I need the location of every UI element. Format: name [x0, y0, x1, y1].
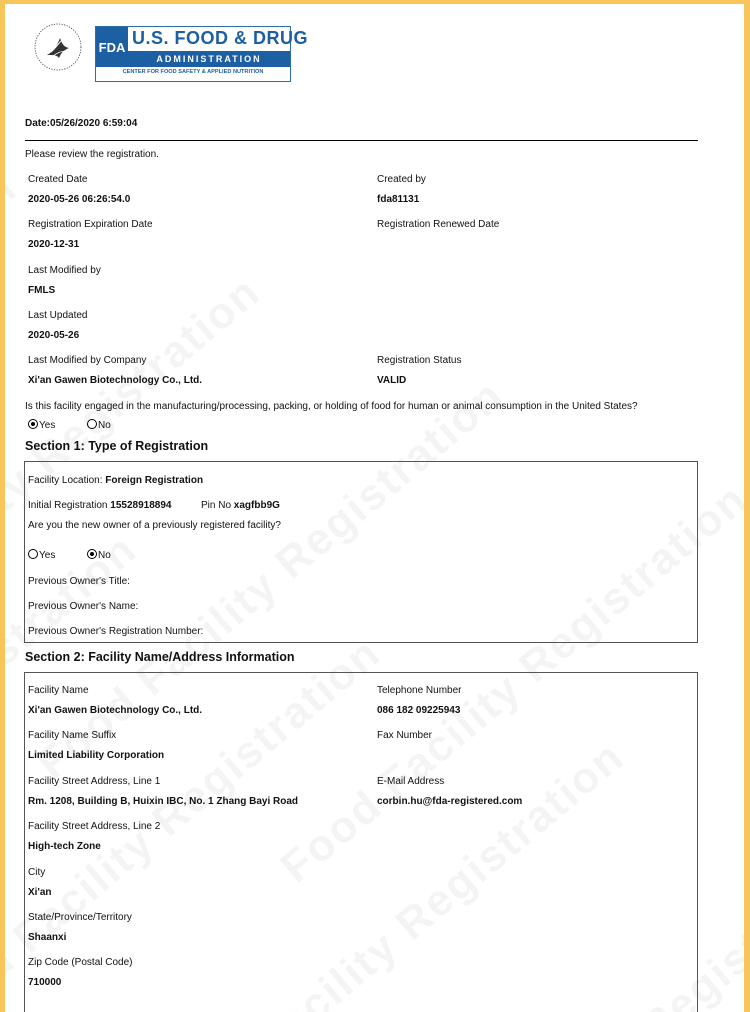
facility-location: Facility Location: Foreign Registration [28, 475, 204, 486]
created-date-value: 2020-05-26 06:26:54.0 [28, 194, 131, 205]
status-label: Registration Status [377, 355, 462, 366]
radio-empty-icon[interactable] [28, 549, 38, 559]
zip-label: Zip Code (Postal Code) [28, 957, 133, 968]
zip-value: 710000 [28, 977, 62, 988]
street1-label: Facility Street Address, Line 1 [28, 776, 161, 787]
last-updated-label: Last Updated [28, 310, 88, 321]
created-by-label: Created by [377, 174, 426, 185]
section1-box [24, 461, 698, 643]
suffix-label: Facility Name Suffix [28, 730, 117, 741]
facility-name-label: Facility Name [28, 685, 89, 696]
new-owner-yes[interactable]: Yes [28, 549, 55, 561]
last-modified-by-label: Last Modified by [28, 265, 101, 276]
fda-wordmark [95, 26, 309, 82]
state-value: Shaanxi [28, 932, 67, 943]
email-label: E-Mail Address [377, 776, 445, 787]
prev-owner-registration: Previous Owner's Registration Number: [28, 626, 204, 637]
modified-company-value: Xi'an Gawen Biotechnology Co., Ltd. [28, 375, 203, 386]
section2-title: Section 2: Facility Name/Address Information [25, 650, 295, 664]
food-question-no[interactable]: No [87, 419, 111, 431]
agency-name: U.S. FOOD & DRUG [132, 28, 309, 48]
created-date-label: Created Date [28, 174, 88, 185]
agency-sub: ADMINISTRATION [128, 51, 290, 67]
radio-selected-icon[interactable] [28, 419, 38, 429]
food-question: Is this facility engaged in the manufacturing/processing, packing, or holding of food for human or animal consumption in the United States? [25, 401, 638, 412]
street2-value: High-tech Zone [28, 841, 101, 852]
state-label: State/Province/Territory [28, 912, 132, 923]
hhs-seal-icon [33, 22, 83, 72]
prev-owner-title: Previous Owner's Title: [28, 576, 130, 587]
city-value: Xi'an [28, 887, 52, 898]
document-page [5, 4, 744, 1012]
section1-title: Section 1: Type of Registration [25, 439, 209, 453]
pin-no: Pin No xagfbb9G [201, 500, 280, 511]
street1-value: Rm. 1208, Building B, Huixin IBC, No. 1 Zhang Bayi Road [28, 796, 299, 807]
status-value: VALID [377, 375, 407, 386]
telephone-value: 086 182 09225943 [377, 705, 461, 716]
fda-badge: FDA [96, 27, 128, 67]
fax-label: Fax Number [377, 730, 433, 741]
initial-registration: Initial Registration 15528918894 [28, 500, 172, 511]
intro-text: Please review the registration. [25, 149, 159, 160]
created-by-value: fda81131 [377, 194, 420, 205]
expiration-label: Registration Expiration Date [28, 219, 153, 230]
facility-name-value: Xi'an Gawen Biotechnology Co., Ltd. [28, 705, 203, 716]
new-owner-question: Are you the new owner of a previously registered facility? [28, 520, 281, 531]
last-modified-by-value: FMLS [28, 285, 56, 296]
agency-center: CENTER FOR FOOD SAFETY & APPLIED NUTRITION [122, 69, 264, 75]
new-owner-no[interactable]: No [87, 549, 111, 561]
street2-label: Facility Street Address, Line 2 [28, 821, 161, 832]
header-divider [25, 140, 698, 141]
last-updated-value: 2020-05-26 [28, 330, 80, 341]
city-label: City [28, 867, 46, 878]
expiration-value: 2020-12-31 [28, 239, 80, 250]
telephone-label: Telephone Number [377, 685, 462, 696]
email-value: corbin.hu@fda-registered.com [377, 796, 523, 807]
report-date: Date:05/26/2020 6:59:04 [25, 118, 138, 129]
prev-owner-name: Previous Owner's Name: [28, 601, 139, 612]
modified-company-label: Last Modified by Company [28, 355, 147, 366]
radio-selected-icon[interactable] [87, 549, 97, 559]
radio-empty-icon[interactable] [87, 419, 97, 429]
renewed-label: Registration Renewed Date [377, 219, 500, 230]
food-question-yes[interactable]: Yes [28, 419, 55, 431]
suffix-value: Limited Liability Corporation [28, 750, 165, 761]
